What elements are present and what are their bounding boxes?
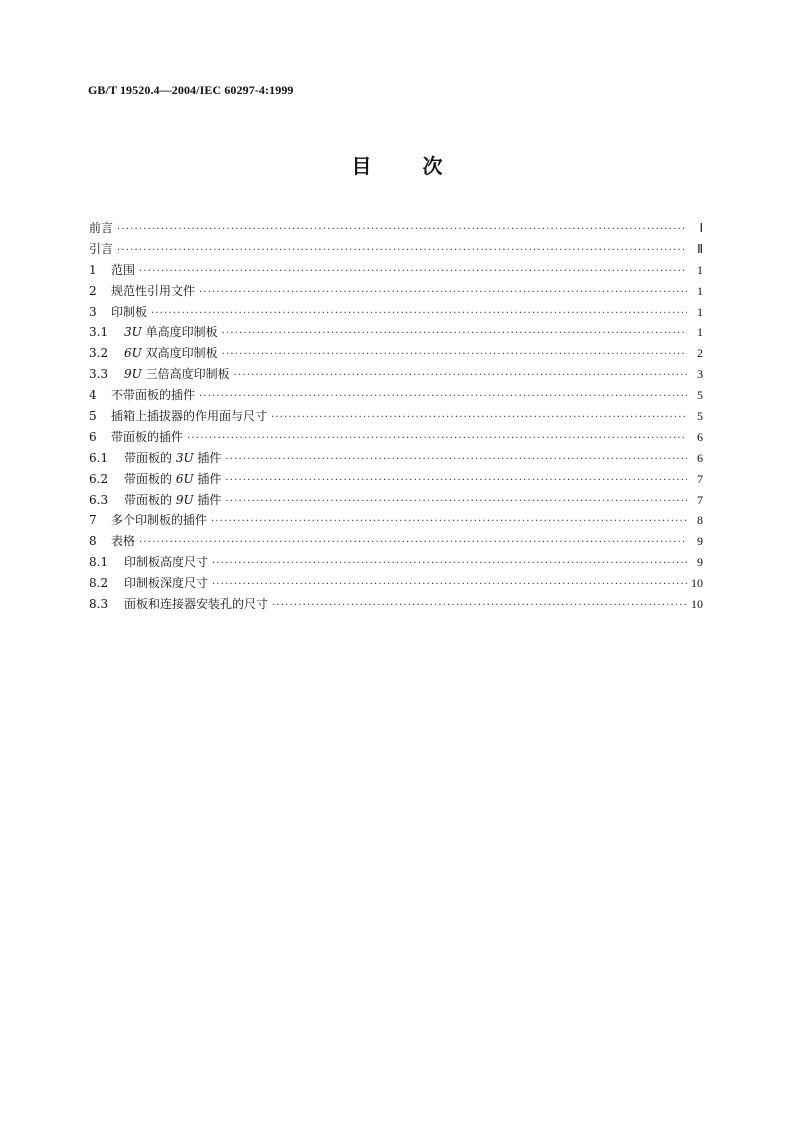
toc-entry-number: 6 (89, 429, 97, 444)
toc-entry[interactable] (89, 552, 703, 573)
toc-entry-title: 印制板深度尺寸 (124, 576, 209, 591)
toc-entry[interactable] (89, 260, 703, 281)
toc-entry[interactable] (89, 469, 703, 490)
toc-entry[interactable] (89, 510, 703, 531)
toc-entry-page: 10 (691, 576, 703, 591)
toc-entry-title: 规范性引用文件 (111, 283, 196, 298)
toc-dot-leader (222, 324, 687, 345)
toc-entry[interactable] (89, 573, 703, 594)
toc-entry-title: 带面板的插件 (111, 429, 184, 444)
toc-entry-page: 8 (697, 513, 703, 528)
table-of-contents (89, 218, 703, 615)
toc-entry[interactable] (89, 239, 703, 260)
toc-dot-leader (187, 429, 687, 450)
toc-entry-page: 1 (697, 283, 703, 298)
toc-entry-page: 2 (697, 346, 703, 361)
toc-entry[interactable] (89, 302, 703, 323)
toc-entry[interactable] (89, 364, 703, 385)
toc-dot-leader (211, 512, 687, 533)
toc-entry-page: 1 (697, 304, 703, 319)
toc-entry-number: 1 (89, 262, 97, 277)
toc-dot-leader (212, 554, 687, 575)
standard-code: GB/T 19520.4—2004/IEC 60297-4:1999 (88, 83, 294, 97)
toc-entry-number: 7 (89, 513, 97, 528)
toc-dot-leader (139, 262, 687, 283)
toc-entry-title: 多个印制板的插件 (111, 513, 208, 528)
toc-entry[interactable] (89, 448, 703, 469)
toc-entry-number: 8.3 (89, 597, 109, 612)
toc-entry-number: 3 (89, 304, 97, 319)
toc-entry-title: 6U 双高度印制板 (124, 346, 218, 361)
toc-entry-page: 6 (697, 450, 703, 465)
toc-dot-leader (199, 387, 687, 408)
toc-entry-page: 1 (697, 325, 703, 340)
toc-entry-number: 3.3 (89, 367, 109, 382)
toc-entry-number: 4 (89, 388, 97, 403)
toc-entry-title: 前言 (89, 221, 114, 235)
toc-entry[interactable] (89, 218, 703, 239)
toc-entry-page: Ⅰ (699, 221, 703, 235)
toc-entry-title: 带面板的 6U 插件 (124, 471, 222, 486)
toc-entry-title: 引言 (89, 241, 114, 256)
toc-entry-page: 9 (697, 534, 703, 549)
toc-dot-leader (234, 366, 687, 387)
toc-entry[interactable] (89, 531, 703, 552)
toc-entry-title: 插箱上插拔器的作用面与尺寸 (111, 409, 268, 424)
toc-entry-page: 3 (697, 367, 703, 382)
toc-entry-number: 5 (89, 409, 97, 424)
toc-entry-number: 2 (89, 283, 97, 298)
title-char-right: 次 (422, 154, 443, 178)
toc-entry-number: 3.2 (89, 346, 109, 361)
toc-entry-title: 面板和连接器安装孔的尺寸 (124, 597, 269, 612)
toc-entry-page: 1 (697, 262, 703, 277)
toc-dot-leader (151, 304, 687, 325)
toc-dot-leader (139, 533, 687, 554)
toc-entry-title: 带面板的 3U 插件 (124, 450, 222, 465)
toc-entry-title: 9U 三倍高度印制板 (124, 367, 230, 382)
toc-entry-page: 5 (697, 409, 703, 424)
toc-entry[interactable] (89, 406, 703, 427)
toc-entry-title: 带面板的 9U 插件 (124, 492, 222, 507)
toc-entry[interactable] (89, 281, 703, 302)
toc-dot-leader (199, 283, 687, 304)
toc-dot-leader (225, 471, 687, 492)
toc-entry[interactable] (89, 594, 703, 615)
toc-entry-page: 5 (697, 388, 703, 403)
toc-entry[interactable] (89, 385, 703, 406)
toc-entry-title: 印制板 (111, 304, 148, 319)
toc-entry[interactable] (89, 427, 703, 448)
toc-dot-leader (225, 492, 687, 513)
toc-dot-leader (222, 345, 687, 366)
toc-entry-page: 7 (697, 492, 703, 507)
toc-entry-page: Ⅱ (697, 241, 703, 256)
toc-entry-page: 7 (697, 471, 703, 486)
document-header (88, 83, 294, 98)
toc-dot-leader (272, 596, 687, 617)
toc-entry-number: 8.2 (89, 576, 109, 591)
toc-entry-page: 10 (691, 597, 703, 612)
toc-entry[interactable] (89, 322, 703, 343)
toc-entry-title: 印制板高度尺寸 (124, 555, 209, 570)
toc-entry-number: 6.1 (89, 450, 109, 465)
toc-entry-number: 8.1 (89, 555, 109, 570)
toc-entry-page: 6 (697, 429, 703, 444)
toc-entry-number: 6.3 (89, 492, 109, 507)
toc-entry[interactable] (89, 490, 703, 511)
toc-entry-title: 表格 (111, 534, 136, 549)
toc-entry-number: 6.2 (89, 471, 109, 486)
title-char-left: 目 (351, 154, 372, 178)
toc-entry-title: 不带面板的插件 (111, 388, 196, 403)
toc-dot-leader (225, 450, 687, 471)
page-title (0, 150, 794, 179)
toc-entry-title: 3U 单高度印制板 (124, 325, 218, 340)
toc-dot-leader (117, 220, 687, 241)
toc-entry-title: 范围 (111, 262, 136, 277)
toc-dot-leader (117, 241, 687, 262)
toc-entry[interactable] (89, 343, 703, 364)
toc-entry-number: 8 (89, 534, 97, 549)
toc-entry-number: 3.1 (89, 325, 109, 340)
toc-entry-page: 9 (697, 555, 703, 570)
toc-dot-leader (212, 575, 687, 596)
toc-dot-leader (271, 408, 687, 429)
